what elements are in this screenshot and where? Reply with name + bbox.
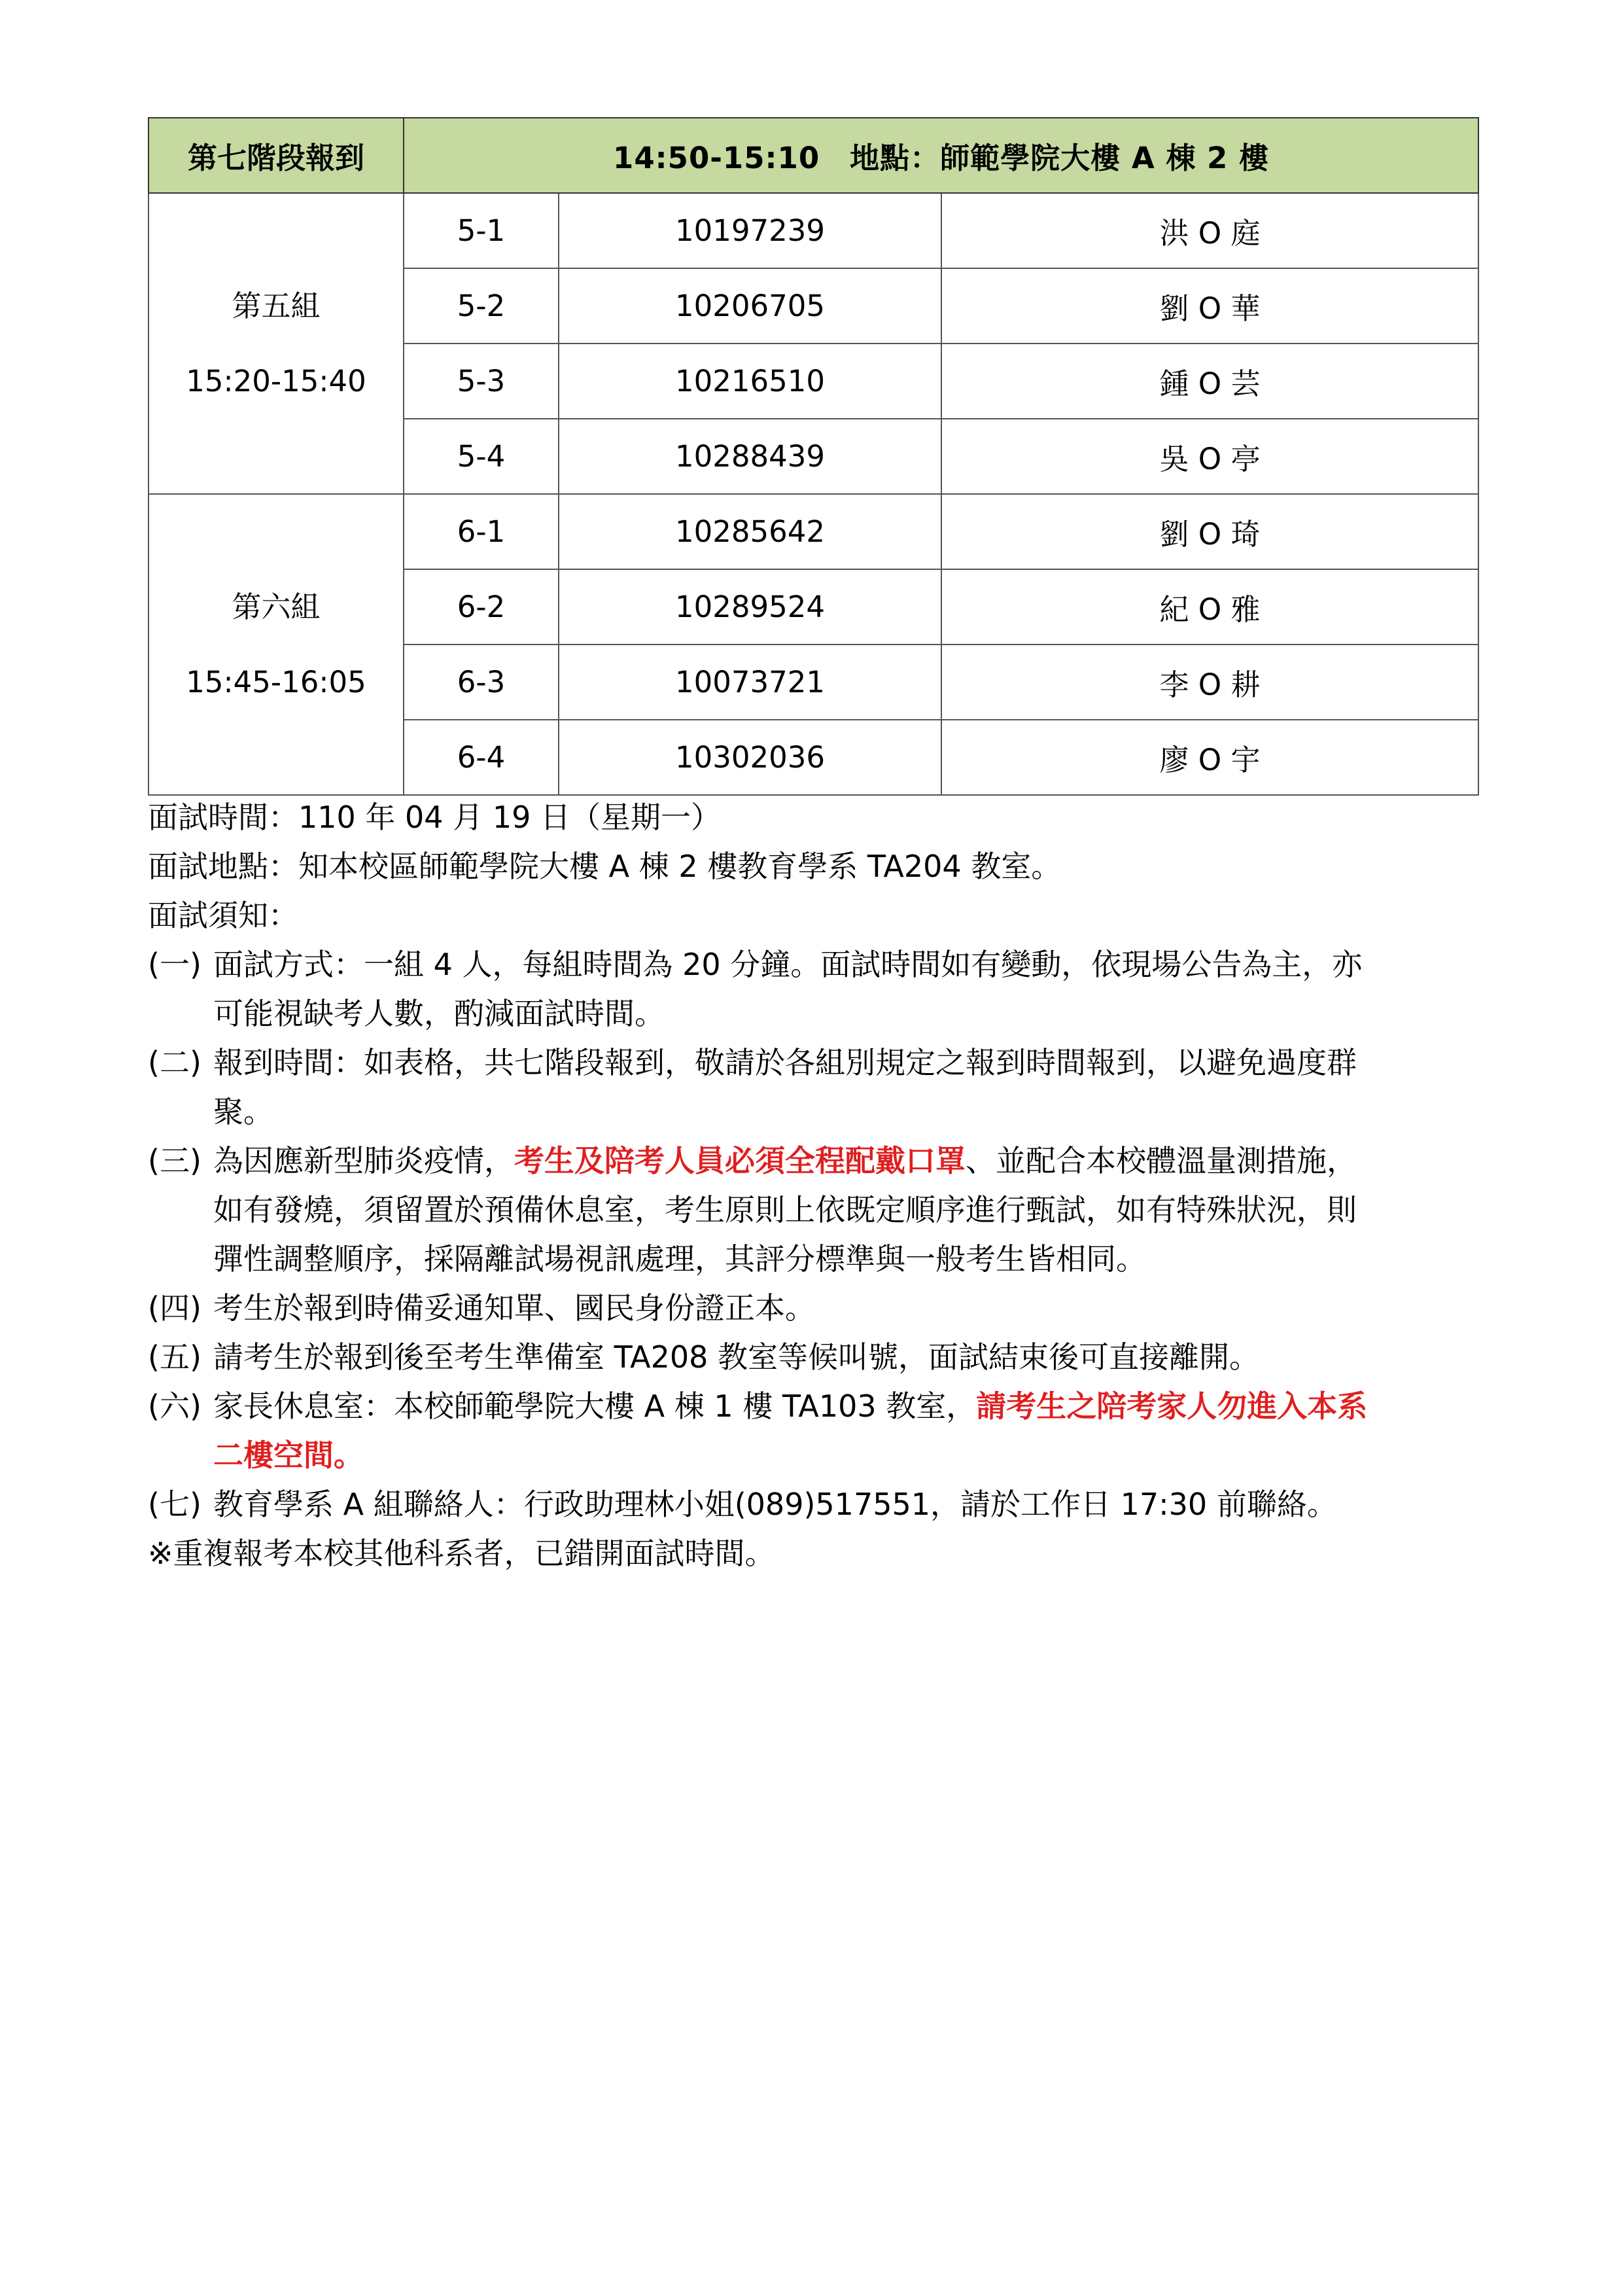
notice-item (148, 940, 1482, 1038)
slot-code: 6-2 (404, 569, 559, 645)
notice-item (148, 1382, 1482, 1480)
notice-number: (七) (148, 1487, 201, 1522)
family-warning: 二樓空間。 (213, 1438, 364, 1473)
candidate-name: 吳 O 亭 (941, 419, 1478, 494)
notice-text-part: 、並配合本校體溫量測措施， (966, 1143, 1357, 1178)
group-name: 第五組 (232, 289, 321, 323)
interview-place: 面試地點：知本校區師範學院大樓 A 棟 2 樓教育學系 TA204 教室。 (148, 849, 1062, 884)
notice-item (148, 1480, 1482, 1529)
candidate-id: 10302036 (559, 720, 941, 795)
slot-code: 6-1 (404, 494, 559, 569)
notice-number: (五) (148, 1339, 201, 1375)
group-name: 第六組 (232, 590, 321, 624)
notice-text: 面試方式：一組 4 人，每組時間為 20 分鐘。面試時間如有變動，依現場公告為主，亦 (213, 947, 1363, 982)
candidate-name: 紀 O 雅 (941, 569, 1478, 645)
notice-number: (四) (148, 1290, 201, 1326)
stage-time-location: 14:50-15:10 地點：師範學院大樓 A 棟 2 樓 (404, 118, 1478, 193)
group-time: 15:20-15:40 (186, 364, 366, 398)
group-time: 15:45-16:05 (186, 665, 366, 699)
notice-item (148, 1038, 1482, 1137)
notice-title: 面試須知： (148, 898, 298, 933)
candidate-id: 10289524 (559, 569, 941, 645)
notice-item (148, 1284, 1482, 1333)
notice-text: 考生於報到時備妥通知單、國民身份證正本。 (213, 1290, 815, 1326)
candidate-id: 10206705 (559, 268, 941, 344)
candidate-id: 10285642 (559, 494, 941, 569)
notice-number: (一) (148, 947, 201, 982)
notice-text: 如有發燒，須留置於預備休息室，考生原則上依既定順序進行甄試，如有特殊狀況，則 (213, 1192, 1357, 1227)
notice-text: 可能視缺考人數，酌減面試時間。 (213, 996, 665, 1031)
notice-number: (三) (148, 1143, 201, 1178)
slot-code: 5-1 (404, 193, 559, 268)
group-cell (148, 494, 404, 795)
interview-time: 面試時間：110 年 04 月 19 日（星期一） (148, 800, 721, 835)
notice-item (148, 1333, 1482, 1382)
candidate-name: 洪 O 庭 (941, 193, 1478, 268)
table-row (148, 193, 1478, 268)
notice-text: 報到時間：如表格，共七階段報到，敬請於各組別規定之報到時間報到，以避免過度群 (213, 1045, 1357, 1080)
footnote: ※重複報考本校其他科系者，已錯開面試時間。 (148, 1536, 775, 1571)
notice-text-part: 為因應新型肺炎疫情， (213, 1143, 514, 1178)
candidate-name: 劉 O 琦 (941, 494, 1478, 569)
candidate-name: 鍾 O 芸 (941, 344, 1478, 419)
notice-text: 彈性調整順序，採隔離試場視訊處理，其評分標準與一般考生皆相同。 (213, 1241, 1146, 1277)
slot-code: 6-4 (404, 720, 559, 795)
stage-header-row (148, 118, 1478, 193)
group-cell (148, 193, 404, 494)
notice-text: 教育學系 A 組聯絡人：行政助理林小姐(089)517551，請於工作日 17:30 前聯絡。 (213, 1487, 1337, 1522)
schedule-table (148, 117, 1479, 796)
candidate-id: 10288439 (559, 419, 941, 494)
stage-label: 第七階段報到 (148, 118, 404, 193)
notice-text: 請考生於報到後至考生準備室 TA208 教室等候叫號，面試結束後可直接離開。 (213, 1339, 1260, 1375)
mask-warning: 考生及陪考人員必須全程配戴口罩 (514, 1143, 966, 1178)
slot-code: 5-2 (404, 268, 559, 344)
slot-code: 6-3 (404, 645, 559, 720)
slot-code: 5-3 (404, 344, 559, 419)
candidate-id: 10197239 (559, 193, 941, 268)
notice-number: (二) (148, 1045, 201, 1080)
notice-item (148, 1137, 1482, 1284)
candidate-name: 廖 O 宇 (941, 720, 1478, 795)
candidate-id: 10216510 (559, 344, 941, 419)
candidate-name: 李 O 耕 (941, 645, 1478, 720)
notice-text: 聚。 (213, 1094, 273, 1129)
notice-text (213, 1382, 1482, 1431)
notice-text (213, 1137, 1482, 1186)
slot-code: 5-4 (404, 419, 559, 494)
notice-text-part: 家長休息室：本校師範學院大樓 A 棟 1 樓 TA103 教室， (213, 1388, 977, 1424)
candidate-name: 劉 O 華 (941, 268, 1478, 344)
family-warning: 請考生之陪考家人勿進入本系 (976, 1388, 1368, 1424)
notes-section (148, 793, 1482, 1578)
table-row (148, 494, 1478, 569)
notice-number: (六) (148, 1388, 201, 1424)
candidate-id: 10073721 (559, 645, 941, 720)
